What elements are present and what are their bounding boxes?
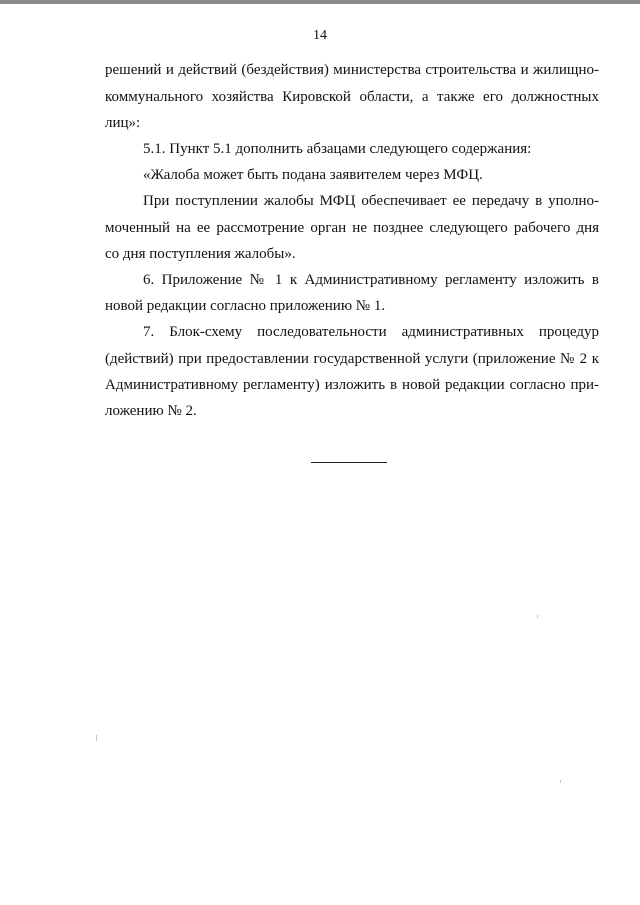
- text-line: 6. Приложение № 1 к Административному регламенту изложить в: [143, 272, 599, 288]
- end-divider: [311, 462, 387, 463]
- text-line: новой редакции согласно приложению № 1.: [105, 298, 386, 314]
- text-line: моченный на ее рассмотрение орган не позднее следующего рабочего дня: [105, 220, 599, 236]
- text-line: «Жалоба может быть подана заявителем через МФЦ.: [143, 167, 483, 183]
- text-line: коммунального хозяйства Кировской области, а также его должностных: [105, 89, 599, 105]
- text-line: При поступлении жалобы МФЦ обеспечивает ее передачу в уполно-: [143, 193, 599, 209]
- page-number: 14: [313, 28, 327, 43]
- scan-top-edge: [0, 0, 640, 4]
- text-line: Административному регламенту) изложить в новой редакции согласно при-: [105, 377, 599, 393]
- text-line: ложению № 2.: [105, 403, 197, 419]
- text-line: 5.1. Пункт 5.1 дополнить абзацами следующего содержания:: [143, 141, 532, 157]
- text-line: решений и действий (бездействия) министерства строительства и жилищно-: [105, 62, 599, 78]
- scan-speck: [96, 735, 97, 741]
- text-line: лиц»:: [105, 115, 141, 131]
- text-line: (действий) при предоставлении государственной услуги (приложение № 2 к: [105, 351, 599, 367]
- text-line: 7. Блок-схему последовательности административных процедур: [143, 324, 599, 340]
- text-line: со дня поступления жалобы».: [105, 246, 296, 262]
- scan-speck: [560, 780, 561, 783]
- scan-speck: [537, 615, 538, 618]
